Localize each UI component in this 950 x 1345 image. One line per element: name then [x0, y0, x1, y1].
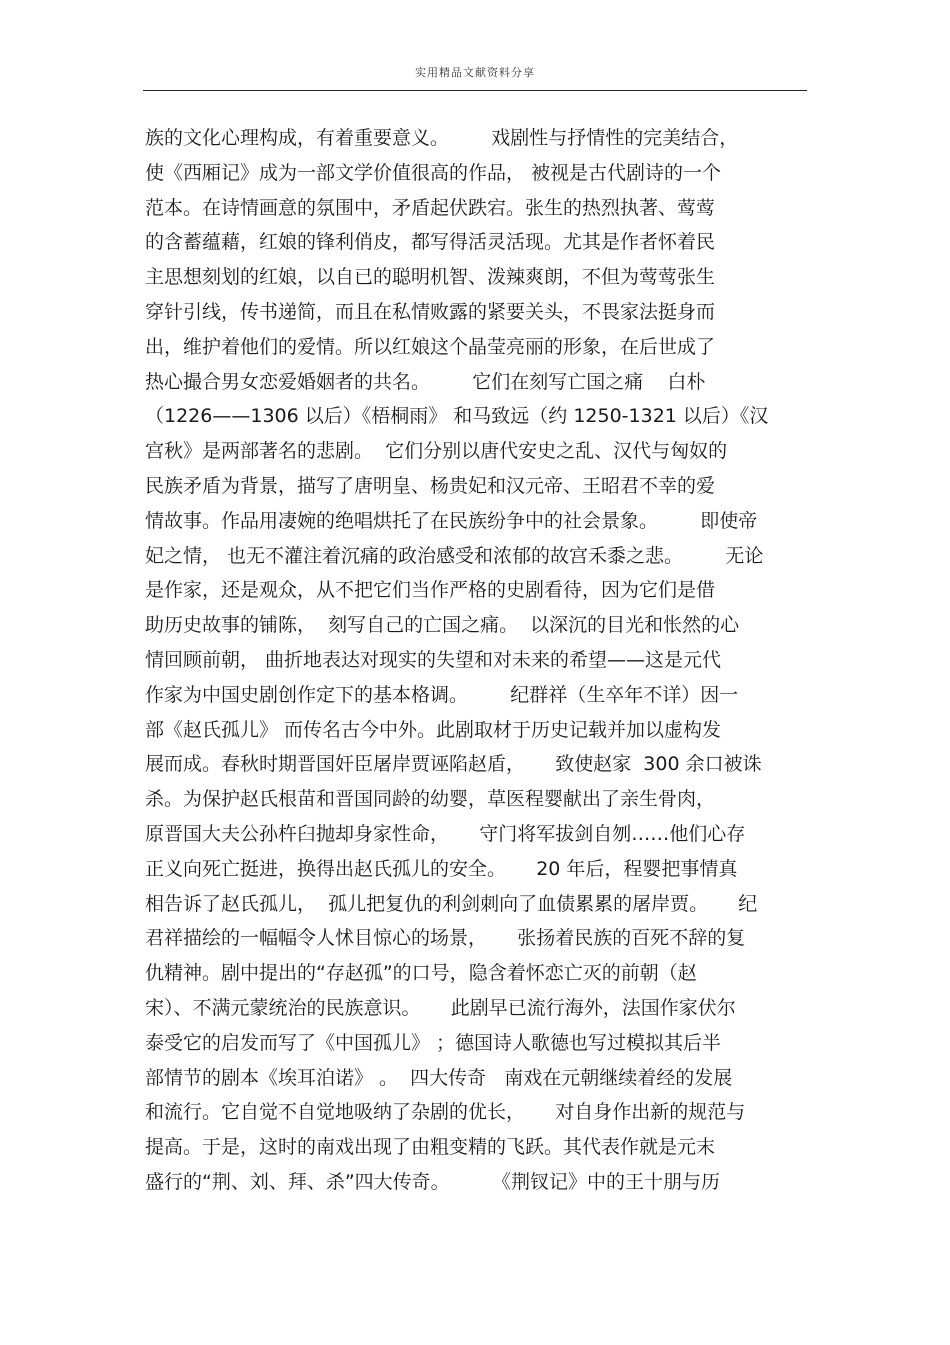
- text-line: 范本。在诗情画意的氛围中，矛盾起伏跌宕。张生的热烈执著、莺莺: [145, 196, 716, 219]
- text-line: 提高。于是，这时的南戏出现了由粗变精的飞跃。其代表作就是元末: [145, 1136, 716, 1159]
- text-line: 主思想刻划的红娘，以自已的聪明机智、泼辣爽朗，不但为莺莺张生: [145, 266, 716, 289]
- text-line: 部情节的剧本《埃耳泊诺》 。 四大传奇 南戏在元朝继续着经的发展: [145, 1066, 733, 1089]
- text-line: 泰受它的启发而写了《中国孤儿》 ；德国诗人歌德也写过模拟其后半: [145, 1031, 722, 1054]
- text-line: 妃之情， 也无不灌注着沉痛的政治感受和浓郁的故宫禾黍之悲。 无论: [145, 544, 764, 567]
- text-line: 原晋国大夫公孙杵臼抛却身家性命， 守门将军拔剑自刎……他们心存: [145, 822, 746, 845]
- text-line: 情故事。作品用凄婉的绝唱烘托了在民族纷争中的社会景象。 即使帝: [145, 509, 758, 532]
- text-line: 是作家，还是观众，从不把它们当作严格的史剧看待，因为它们是借: [145, 579, 716, 602]
- text-line: 宫秋》是两部著名的悲剧。 它们分别以唐代安史之乱、汉代与匈奴的: [145, 440, 728, 463]
- text-line: 君祥描绘的一幅幅令人怵目惊心的场景， 张扬着民族的百死不辞的复: [145, 927, 746, 950]
- text-line: 热心撮合男女恋爱婚姻者的共名。 它们在刻写亡国之痛 白朴: [145, 370, 706, 393]
- text-line: 正义向死亡挺进，换得出赵氏孤儿的安全。 20 年后，程婴把事情真: [145, 857, 738, 880]
- header-title: 实用精品文献资料分享: [415, 66, 535, 79]
- header-divider: [143, 90, 807, 91]
- text-line: 作家为中国史剧创作定下的基本格调。 纪群祥（生卒年不详）因一: [145, 683, 739, 706]
- text-line: 相告诉了赵氏孤儿， 孤儿把复仇的利剑刺向了血债累累的屠岸贾。 纪: [145, 892, 758, 915]
- page-header: [0, 64, 950, 80]
- text-line: 族的文化心理构成，有着重要意义。 戏剧性与抒情性的完美结合，: [145, 127, 739, 149]
- text-line: 穿针引线，传书递简，而且在私情败露的紧要关头，不畏家法挺身而: [145, 300, 716, 323]
- text-line: 使《西厢记》成为一部文学价值很高的作品， 被视是古代剧诗的一个: [145, 161, 722, 184]
- text-line: 的含蓄蕴藉，红娘的锋利俏皮，都写得活灵活现。尤其是作者怀着民: [145, 231, 716, 254]
- text-line: 和流行。它自觉不自觉地吸纳了杂剧的优长， 对自身作出新的规范与: [145, 1101, 746, 1124]
- text-line: 宋）、不满元蒙统治的民族意识。 此剧早已流行海外，法国作家伏尔: [145, 996, 736, 1019]
- text-line: 部《赵氏孤儿》 而传名古今中外。此剧取材于历史记载并加以虚构发: [145, 718, 722, 741]
- text-line: （1226——1306 以后）《梧桐雨》 和马致远（约 1250-1321 以后）《汉: [145, 405, 769, 428]
- text-line: 杀。为保护赵氏根苗和晋国同龄的幼婴，草医程婴献出了亲生骨肉，: [145, 788, 716, 811]
- text-line: 出，维护着他们的爱情。所以红娘这个晶莹亮丽的形象，在后世成了: [145, 335, 716, 358]
- body-text: [145, 121, 810, 1200]
- text-line: 助历史故事的铺陈， 刻写自己的亡国之痛。 以深沉的目光和怅然的心: [145, 614, 740, 637]
- text-line: 仇精神。剧中提出的“存赵孤”的口号，隐含着怀恋亡灭的前朝（赵: [145, 962, 697, 985]
- text-line: 民族矛盾为背景，描写了唐明皇、杨贵妃和汉元帝、王昭君不幸的爱: [145, 474, 716, 497]
- text-line: 展而成。春秋时期晋国奸臣屠岸贾诬陷赵盾， 致使赵家 300 余口被诛: [145, 753, 762, 776]
- text-line: 盛行的“荆、刘、拜、杀”四大传奇。 《荆钗记》中的王十朋与历: [145, 1170, 720, 1193]
- text-line: 情回顾前朝， 曲折地表达对现实的失望和对未来的希望——这是元代: [145, 648, 722, 671]
